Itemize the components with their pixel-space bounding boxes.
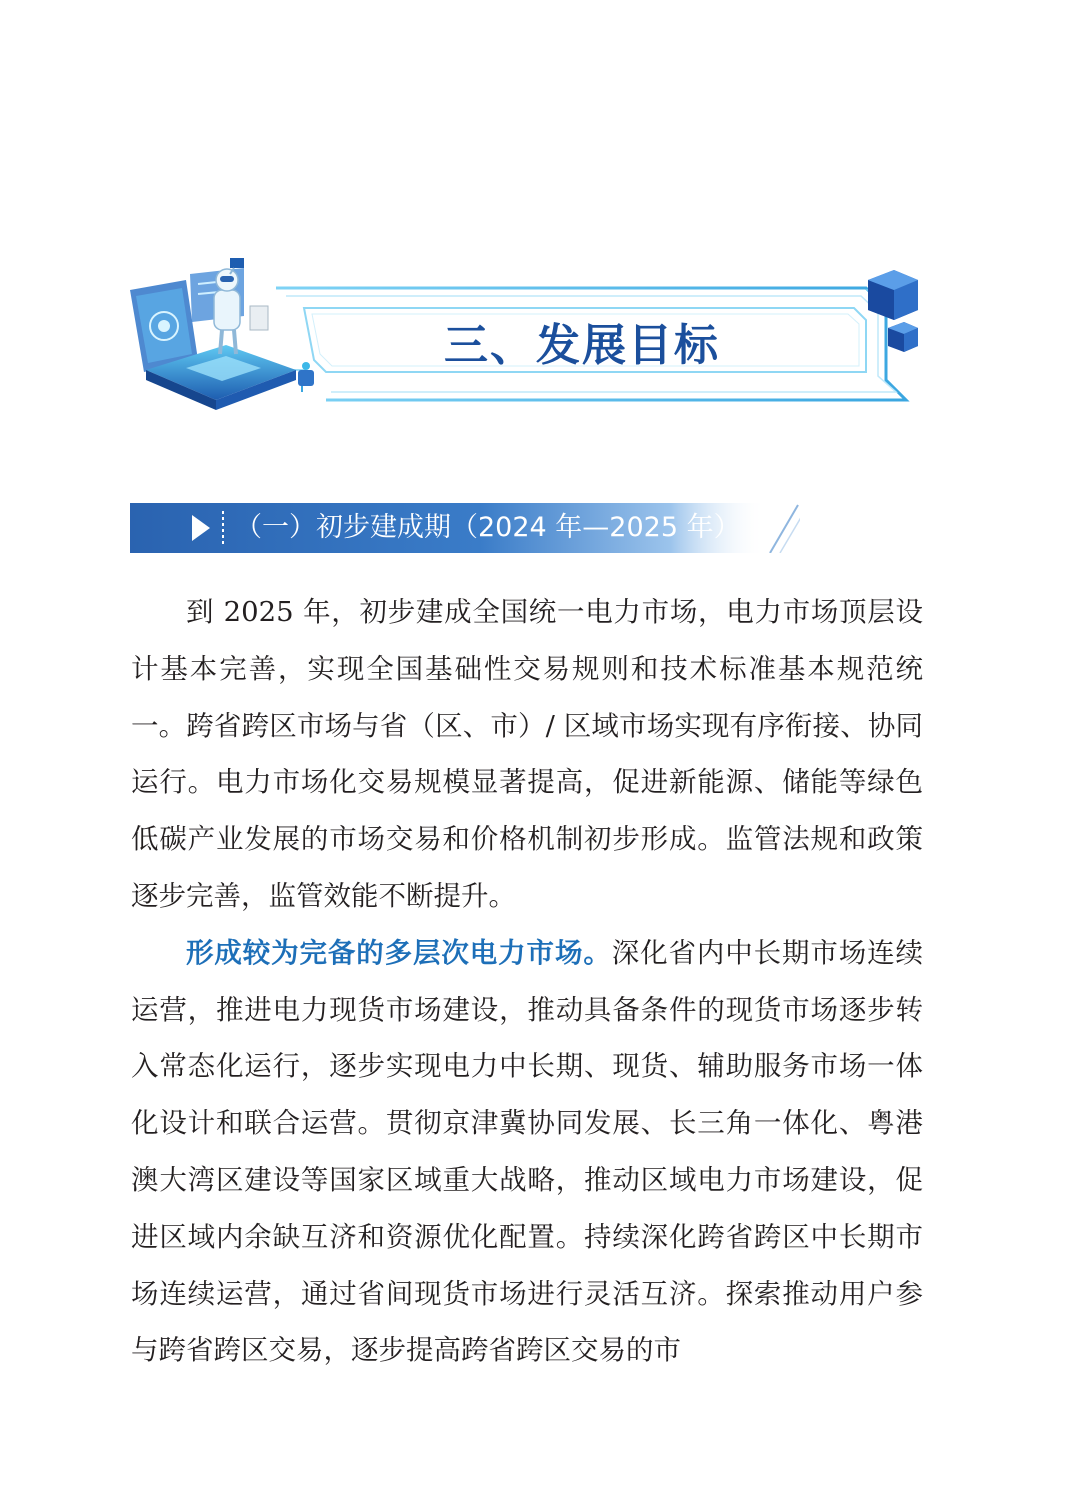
section-header-bar — [130, 503, 800, 553]
paragraph-2-highlight: 形成较为完备的多层次电力市场。 — [186, 936, 612, 969]
chapter-banner — [126, 250, 926, 420]
section-title: （一）初步建成期（2024 年—2025 年） — [235, 512, 741, 543]
paragraph-2 — [131, 925, 923, 1379]
body-content — [131, 584, 923, 1379]
chapter-title: 三、发展目标 — [444, 320, 720, 371]
paragraph-1 — [131, 584, 923, 925]
paragraph-1-text: 到 2025 年，初步建成全国统一电力市场，电力市场顶层设计基本完善，实现全国基础性交易规则和技术标准基本规范统一。跨省跨区市场与省（区、市）/ 区域市场实现有序衔接、协同运行。电力市场化交易规模显著提高，促进新能源、储能等绿色低碳产业发展的市场交易和价格机制初步形成。监管法规和政策逐步完善，监管效能不断提升。 — [131, 596, 923, 912]
paragraph-2-text: 深化省内中长期市场连续运营，推进电力现货市场建设，推动具备条件的现货市场逐步转入常态化运行，逐步实现电力中长期、现货、辅助服务市场一体化设计和联合运营。贯彻京津冀协同发展、长三角一体化、粤港澳大湾区建设等国家区域重大战略，推动区域电力市场建设，促进区域内余缺互济和资源优化配置。持续深化跨省跨区中长期市场连续运营，通过省间现货市场进行灵活互济。探索推动用户参与跨省跨区交易，逐步提高跨省跨区交易的市 — [131, 936, 924, 1367]
